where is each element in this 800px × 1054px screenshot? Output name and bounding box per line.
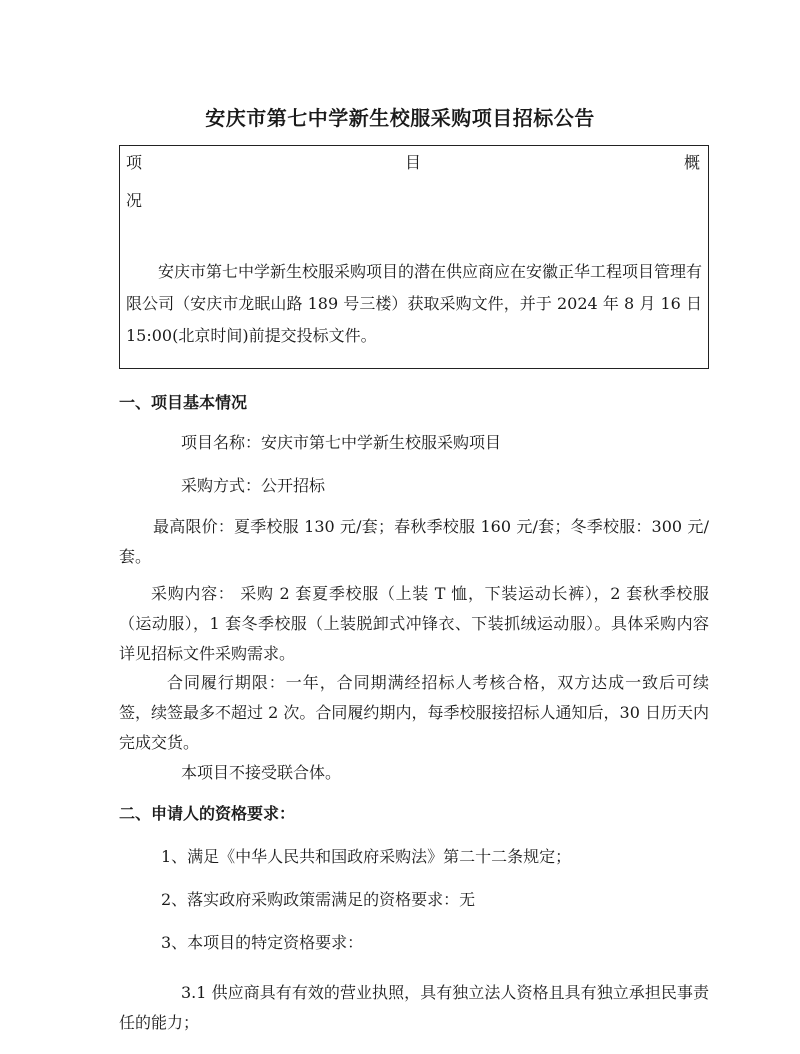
contract-term: 合同履行期限：一年，合同期满经招标人考核合格，双方达成一致后可续签，续签最多不超过 2 次。合同履约期内，每季校服接招标人通知后，30 日历天内完成交货。 xyxy=(119,673,709,752)
overview-summary: 安庆市第七中学新生校服采购项目的潜在供应商应在安徽正华工程项目管理有限公司（安庆市龙眠山路 189 号三楼）获取采购文件，并于 2024 年 8 月 16 日 15:00(北京时间)前提交投标文件。 xyxy=(126,262,703,345)
requirement-item-3: 3、本项目的特定资格要求： xyxy=(161,933,364,952)
overview-label-kuang: 况 xyxy=(126,191,143,210)
requirement-item-2: 2、落实政府采购政策需满足的资格要求：无 xyxy=(161,890,476,909)
procurement-method: 采购方式：公开招标 xyxy=(181,476,326,495)
procurement-content: 采购内容： 采购 2 套夏季校服（上装 T 恤，下装运动长裤），2 套秋季校服（运动服），1 套冬季校服（上装脱卸式冲锋衣、下装抓绒运动服）。具体采购内容详见招标文件采购需求。 xyxy=(119,584,709,663)
overview-label-gai: 概 xyxy=(683,153,700,172)
overview-box xyxy=(119,145,709,369)
consortium-note: 本项目不接受联合体。 xyxy=(181,763,342,782)
max-price: 最高限价：夏季校服 130 元/套；春秋季校服 160 元/套；冬季校服：300 元/套。 xyxy=(119,517,709,566)
requirement-item-1: 1、满足《中华人民共和国政府采购法》第二十二条规定； xyxy=(161,847,572,866)
overview-label-xiang: 项 xyxy=(126,153,143,172)
project-name: 项目名称：安庆市第七中学新生校服采购项目 xyxy=(181,433,502,452)
overview-label-mu: 目 xyxy=(405,153,422,172)
document-title: 安庆市第七中学新生校服采购项目招标公告 xyxy=(205,106,595,130)
section1-heading: 一、项目基本情况 xyxy=(119,393,248,412)
section2-heading: 二、申请人的资格要求： xyxy=(119,804,296,823)
requirement-item-3-1: 3.1 供应商具有有效的营业执照，具有独立法人资格且具有独立承担民事责任的能力； xyxy=(119,983,709,1032)
